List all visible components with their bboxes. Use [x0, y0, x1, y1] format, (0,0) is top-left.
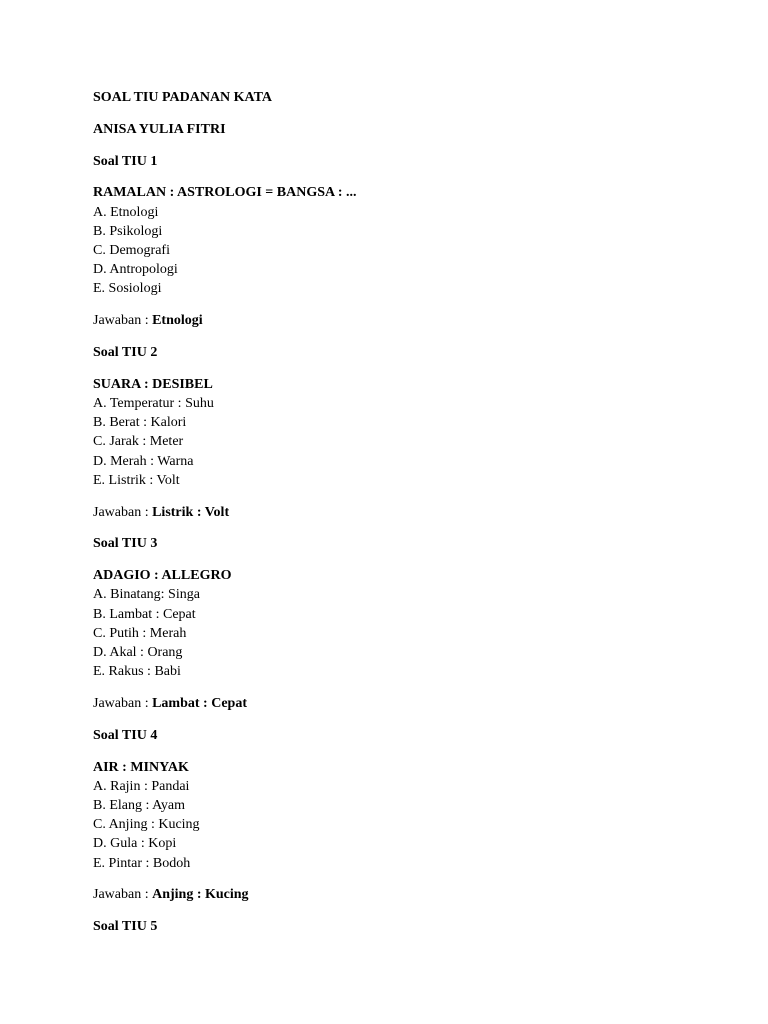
question-prompt: AIR : MINYAK	[93, 759, 189, 775]
answer-line	[93, 311, 693, 330]
option-c: C. Demografi	[93, 243, 170, 258]
option-d: D. Merah : Warna	[93, 453, 194, 469]
answer-label: Jawaban :	[93, 887, 153, 903]
option-a: A. Rajin : Pandai	[93, 778, 190, 794]
option-d: D. Gula : Kopi	[93, 836, 177, 852]
answer-label: Jawaban :	[93, 313, 153, 329]
option-d: D. Antropologi	[93, 262, 178, 278]
question-block-2	[93, 343, 693, 522]
question-heading: Soal TIU 4	[93, 727, 158, 743]
option-a: A. Etnologi	[93, 204, 159, 220]
answer-value: Listrik : Volt	[152, 504, 230, 520]
question-prompt: ADAGIO : ALLEGRO	[93, 568, 232, 584]
option-b: B. Lambat : Cepat	[93, 606, 196, 622]
option-b: B. Psikologi	[93, 223, 163, 239]
answer-line	[93, 694, 693, 713]
answer-label: Jawaban :	[93, 696, 153, 712]
answer-value: Lambat : Cepat	[152, 696, 247, 712]
author-name: ANISA YULIA FITRI	[93, 121, 226, 137]
question-heading: Soal TIU 3	[93, 536, 158, 552]
question-heading: Soal TIU 2	[93, 345, 158, 360]
option-a: A. Temperatur : Suhu	[93, 396, 214, 411]
question-block-4	[93, 726, 693, 905]
document-page	[93, 88, 693, 936]
option-a: A. Binatang: Singa	[93, 587, 200, 603]
answer-value: Etnologi	[152, 313, 203, 329]
question-block-1	[93, 152, 693, 331]
option-e: E. Pintar : Bodoh	[93, 855, 191, 871]
question-block-3	[93, 534, 693, 713]
next-question-heading: Soal TIU 5	[93, 919, 158, 935]
option-d: D. Akal : Orang	[93, 645, 183, 661]
option-b: B. Berat : Kalori	[93, 415, 187, 431]
option-e: E. Listrik : Volt	[93, 472, 180, 488]
answer-line	[93, 503, 693, 522]
option-c: C. Anjing : Kucing	[93, 817, 200, 833]
option-e: E. Sosiologi	[93, 281, 162, 297]
question-prompt: SUARA : DESIBEL	[93, 376, 213, 392]
document-title: SOAL TIU PADANAN KATA	[93, 90, 273, 105]
question-heading: Soal TIU 1	[93, 153, 158, 169]
question-prompt: RAMALAN : ASTROLOGI = BANGSA : ...	[93, 185, 357, 201]
option-c: C. Putih : Merah	[93, 625, 187, 641]
option-b: B. Elang : Ayam	[93, 798, 186, 814]
answer-value: Anjing : Kucing	[152, 887, 249, 903]
option-c: C. Jarak : Meter	[93, 434, 184, 450]
answer-label: Jawaban :	[93, 504, 153, 520]
option-e: E. Rakus : Babi	[93, 664, 181, 680]
answer-line	[93, 885, 693, 904]
